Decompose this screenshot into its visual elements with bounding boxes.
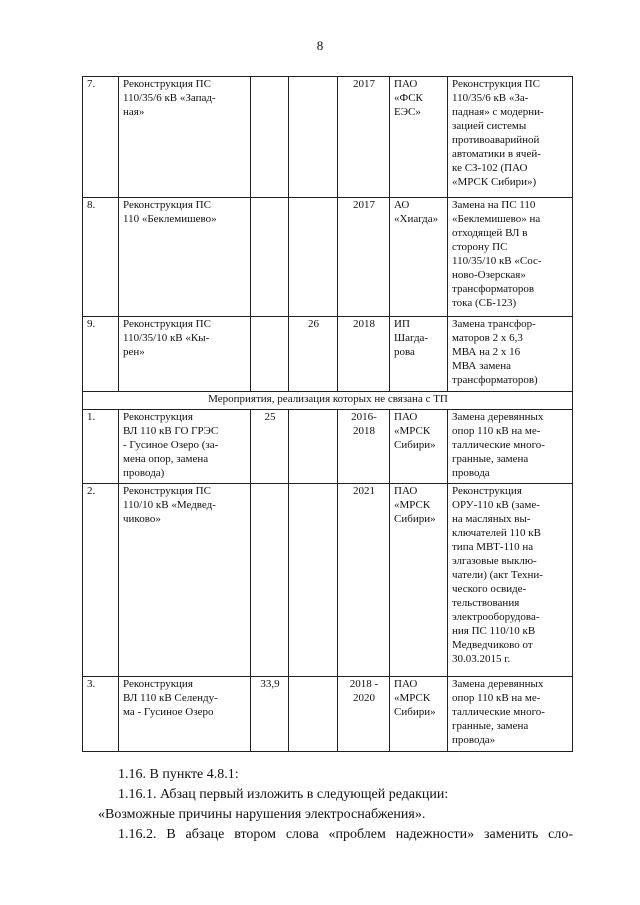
table-row xyxy=(83,483,573,676)
measures-table xyxy=(82,76,573,752)
paragraph-quote: «Возможные причины нарушения электроснабжения». xyxy=(98,807,426,822)
line-length xyxy=(251,317,289,392)
power-value xyxy=(289,676,338,751)
row-number: 3. xyxy=(83,676,119,751)
paragraph-1-16-2: 1.16.2. В абзаце втором слова «проблем надежности» заменить сло- xyxy=(118,827,573,842)
line-length: 25 xyxy=(251,409,289,483)
section-heading: Мероприятия, реализация которых не связана с ТП xyxy=(83,392,573,410)
owner: ПАО «МРСК Сибири» xyxy=(390,483,448,676)
owner: ПАО «МРСК Сибири» xyxy=(390,409,448,483)
owner: ПАО «ФСК ЕЭС» xyxy=(390,77,448,198)
section-heading-row xyxy=(83,392,573,410)
power-value xyxy=(289,77,338,198)
owner: ПАО «МРСК Сибири» xyxy=(390,676,448,751)
measure-name: Реконструкция ПС 110 «Беклемишево» xyxy=(119,198,251,317)
note: Замена деревянных опор 110 кВ на ме- таллические много- гранные, замена провода» xyxy=(448,676,573,751)
measure-name: Реконструкция ПС 110/35/10 кВ «Кы- рен» xyxy=(119,317,251,392)
line-length: 33,9 xyxy=(251,676,289,751)
table-row xyxy=(83,409,573,483)
measure-name: Реконструкция ВЛ 110 кВ ГО ГРЭС - Гусиное Озеро (за- мена опор, замена провода) xyxy=(119,409,251,483)
line-length xyxy=(251,483,289,676)
year: 2018 - 2020 xyxy=(338,676,390,751)
table-row xyxy=(83,317,573,392)
measure-name: Реконструкция ПС 110/10 кВ «Медвед- чиково» xyxy=(119,483,251,676)
note: Замена трансфор- маторов 2 х 6,3 МВА на 2 х 16 МВА замена трансформаторов) xyxy=(448,317,573,392)
row-number: 7. xyxy=(83,77,119,198)
power-value: 26 xyxy=(289,317,338,392)
power-value xyxy=(289,198,338,317)
owner: ИП Шагда- рова xyxy=(390,317,448,392)
table-row xyxy=(83,676,573,751)
year: 2021 xyxy=(338,483,390,676)
power-value xyxy=(289,409,338,483)
measure-name: Реконструкция ВЛ 110 кВ Селенду- ма - Гусиное Озеро xyxy=(119,676,251,751)
year: 2016- 2018 xyxy=(338,409,390,483)
year: 2018 xyxy=(338,317,390,392)
year: 2017 xyxy=(338,77,390,198)
row-number: 8. xyxy=(83,198,119,317)
table-row xyxy=(83,198,573,317)
note: Реконструкция ПС 110/35/6 кВ «За- падная» с модерни- зацией системы противоаварийной автоматики в ячей- ке СЗ-102 (ПАО «МРСК Сибири») xyxy=(448,77,573,198)
paragraph-1-16: 1.16. В пункте 4.8.1: xyxy=(118,767,239,782)
note: Замена на ПС 110 «Беклемишево» на отходящей ВЛ в сторону ПС 110/35/10 кВ «Сос- ново-Озерская» трансформаторов тока (СБ-123) xyxy=(448,198,573,317)
note: Замена деревянных опор 110 кВ на ме- таллические много- гранные, замена провода xyxy=(448,409,573,483)
note: Реконструкция ОРУ-110 кВ (заме- на масляных вы- ключателей 110 кВ типа МВТ-110 на элгазовые выклю- чатели) (акт Техни- ческого освиде- тельствования электрооборудова- ния ПС 110/10 кВ Медведчиково от 30.03.2015 г. xyxy=(448,483,573,676)
measure-name: Реконструкция ПС 110/35/6 кВ «Запад- ная» xyxy=(119,77,251,198)
owner: АО «Хиагда» xyxy=(390,198,448,317)
power-value xyxy=(289,483,338,676)
table-row xyxy=(83,77,573,198)
line-length xyxy=(251,77,289,198)
paragraph-1-16-1: 1.16.1. Абзац первый изложить в следующей редакции: xyxy=(118,787,449,802)
row-number: 9. xyxy=(83,317,119,392)
year: 2017 xyxy=(338,198,390,317)
row-number: 1. xyxy=(83,409,119,483)
line-length xyxy=(251,198,289,317)
page-number: 8 xyxy=(316,38,324,53)
row-number: 2. xyxy=(83,483,119,676)
